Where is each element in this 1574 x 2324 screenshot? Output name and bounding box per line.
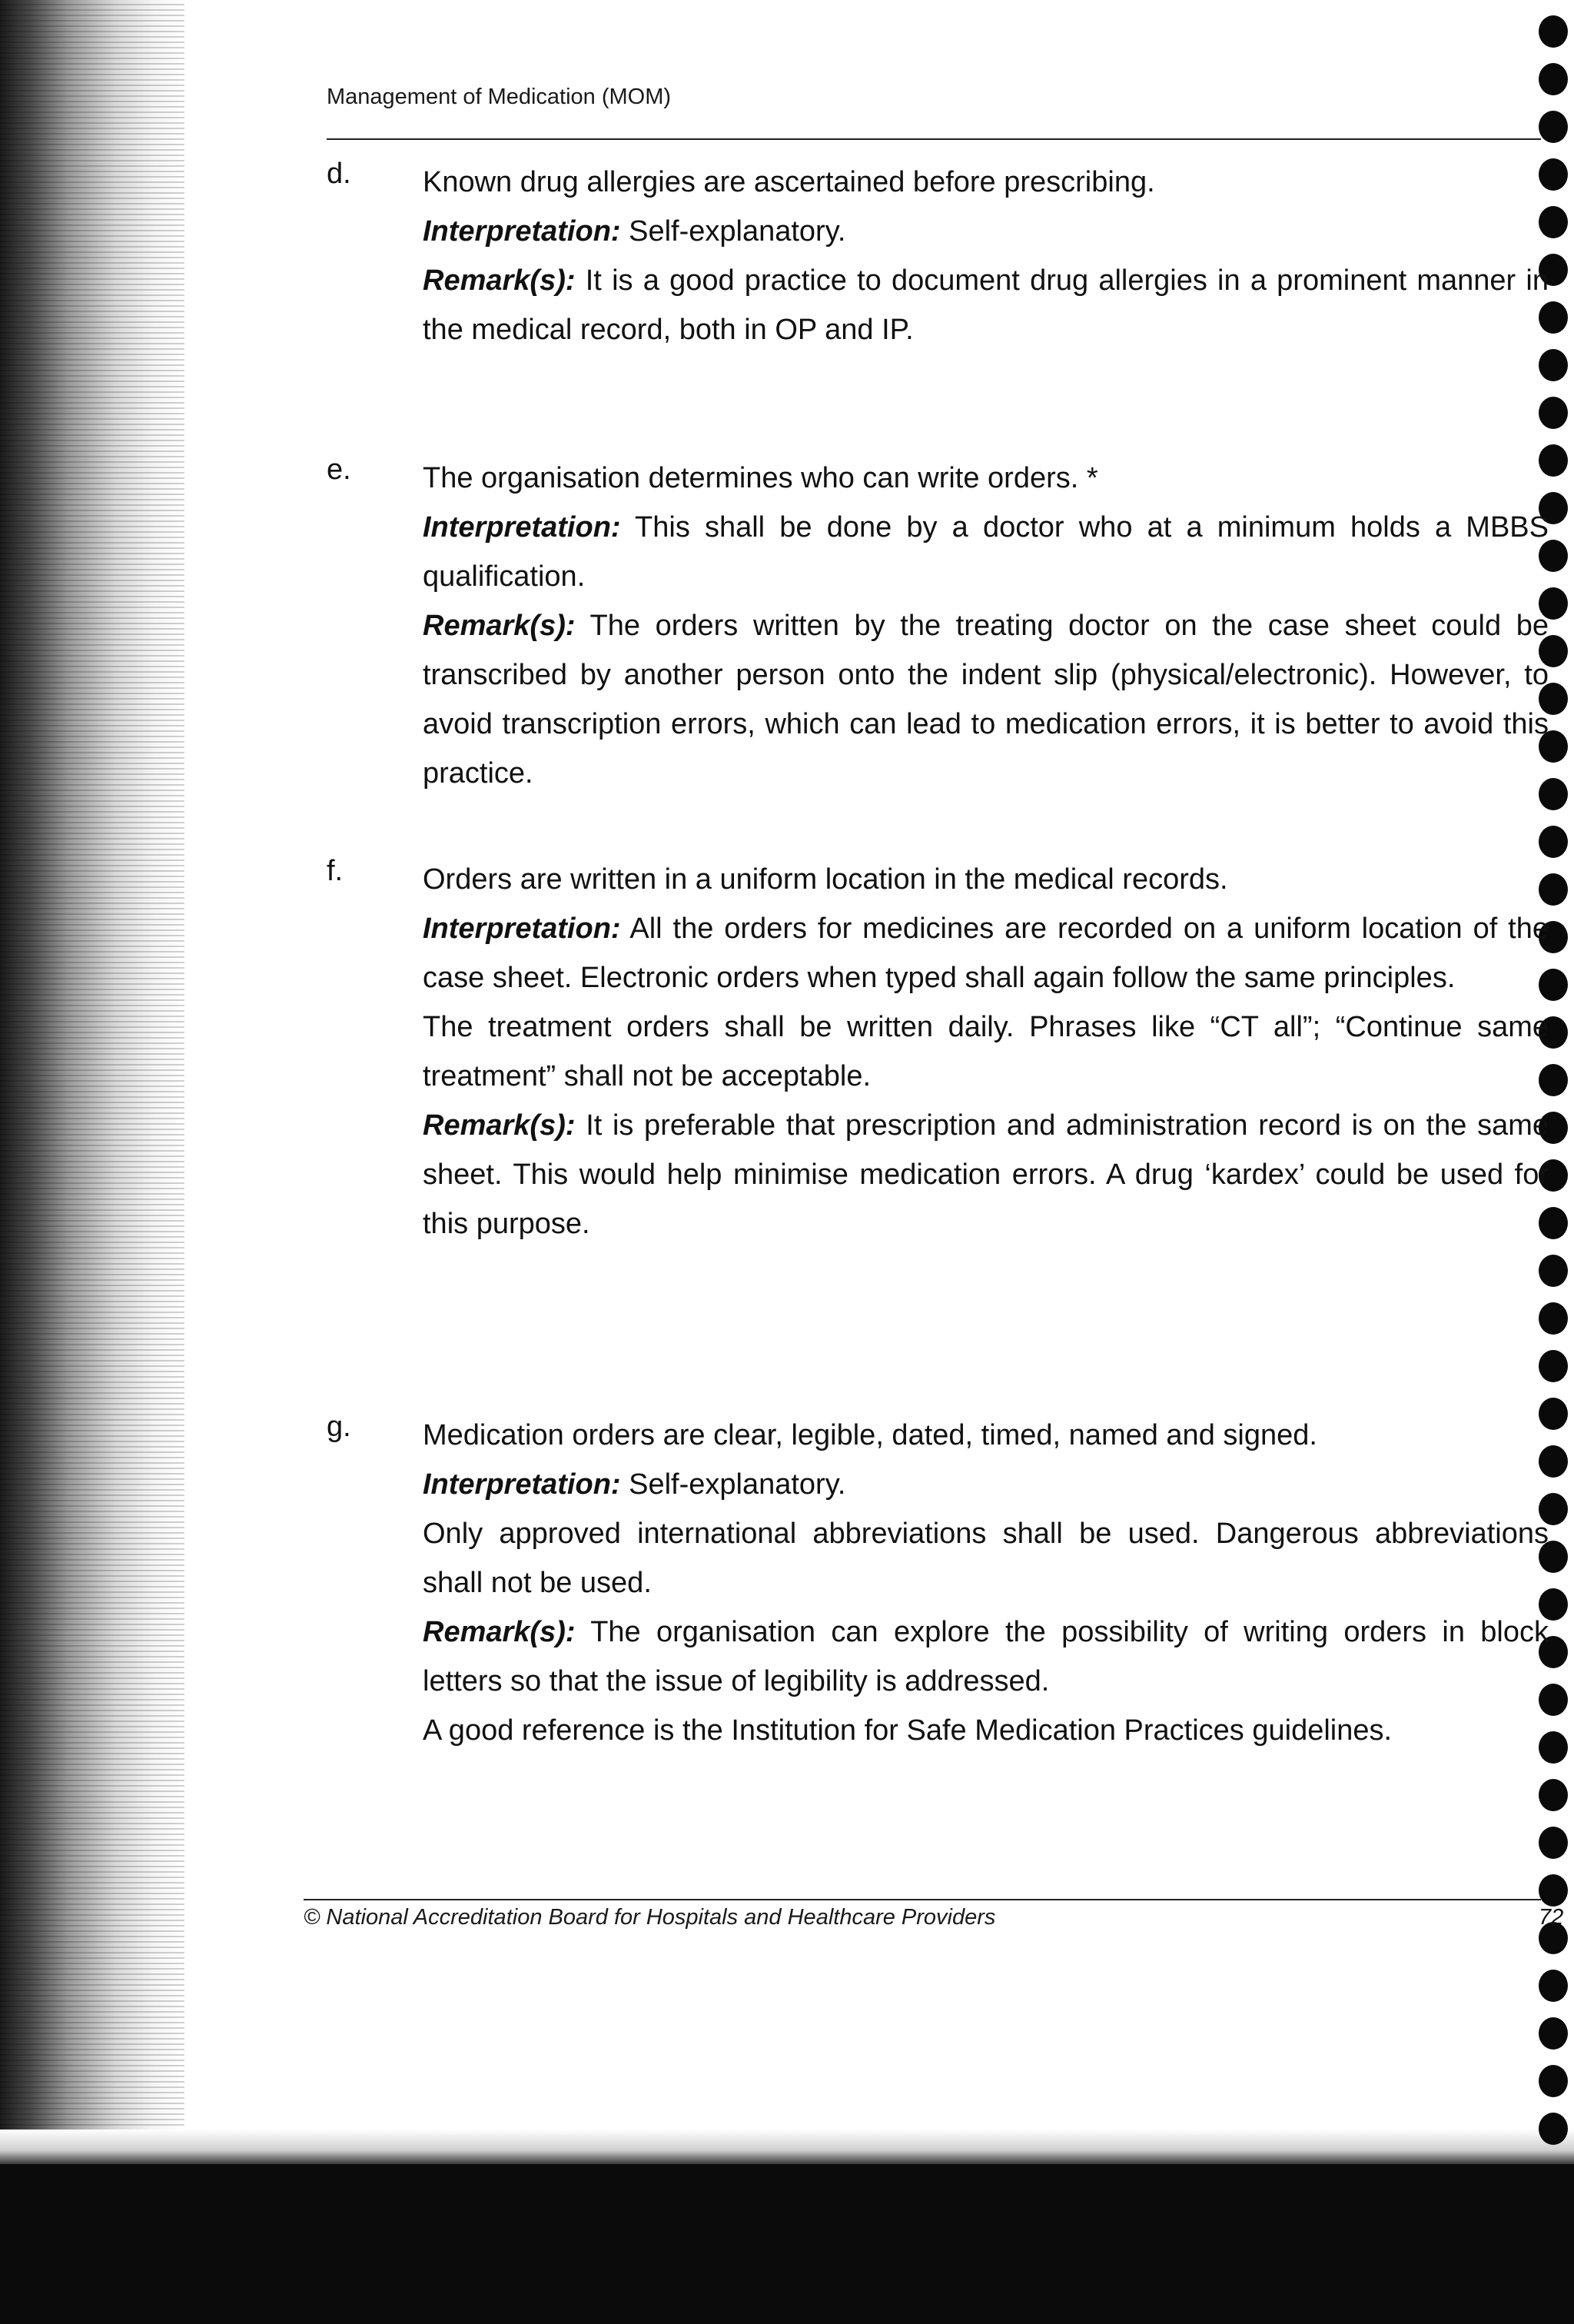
binding-hole [1539,397,1568,429]
remark-label: Remark(s): [423,264,576,297]
binding-hole [1539,1970,1568,2002]
remark-line [423,256,1549,354]
remark-text: The organisation can explore the possibility of writing orders in block letters so that the issue of legibility is addressed. [423,1616,1549,1697]
page-header-title: Management of Medication (MOM) [327,85,672,109]
remark-line [423,1101,1549,1248]
remark-label: Remark(s): [423,1616,576,1648]
binding-hole [1539,111,1568,143]
reference-line: A good reference is the Institution for Safe Medication Practices guidelines. [423,1714,1393,1747]
interpretation-label: Interpretation: [423,215,621,248]
binding-hole [1539,1350,1568,1382]
remark-text: It is a good practice to document drug allergies in a prominent manner in the medical record, both in OP and IP. [423,264,1549,346]
binding-hole [1539,2017,1568,2050]
interpretation-text: This shall be done by a doctor who at a minimum holds a MBBS qualification. [423,511,1549,593]
binding-hole [1539,63,1568,95]
interpretation-label: Interpretation: [423,511,621,544]
binding-hole [1539,1874,1568,1907]
item-statement: Known drug allergies are ascertained before prescribing. [423,166,1155,198]
item-body [423,855,1549,1248]
remark-label: Remark(s): [423,610,576,642]
scan-shadow-left [0,0,184,2153]
interpretation-text: Self-explanatory. [629,215,846,248]
footer-copyright: © National Accreditation Board for Hospitals and Healthcare Providers [304,1905,996,1930]
binding-hole [1539,1255,1568,1287]
scan-shadow-bottom-edge [0,2130,1574,2164]
interpretation-text: All the orders for medicines are recorded on a uniform location of the case sheet. Electronic orders when typed shall again follow the same principles. [423,913,1549,994]
item-statement: Medication orders are clear, legible, dated, timed, named and signed. [423,1419,1317,1451]
binding-hole [1539,826,1568,858]
binding-hole [1539,1779,1568,1811]
extra-line: The treatment orders shall be written daily. Phrases like “CT all”; “Continue same treatment” shall not be acceptable. [423,1011,1549,1092]
item-marker: d. [327,158,351,190]
extra-line: Only approved international abbreviations shall be used. Dangerous abbreviations shall not be used. [423,1518,1549,1599]
footer-divider [304,1899,1541,1900]
item-body [423,1411,1549,1755]
scan-shadow-bottom [0,2164,1574,2324]
remark-text: It is preferable that prescription and administration record is on the same sheet. This would help minimise medication errors. A drug ‘kardex’ could be used for this purpose. [423,1109,1549,1240]
item-statement: The organisation determines who can write orders. * [423,462,1098,494]
binding-hole [1539,1302,1568,1335]
interpretation-text: Self-explanatory. [629,1468,846,1501]
interpretation-line [423,503,1549,601]
binding-hole [1539,2113,1568,2145]
item-marker: f. [327,855,344,887]
item-body [423,454,1549,798]
item-marker: e. [327,454,351,486]
remark-label: Remark(s): [423,1109,576,1142]
remark-line [423,601,1549,798]
interpretation-line [423,904,1549,1002]
header-divider [327,138,1541,140]
remark-line [423,1608,1549,1706]
binding-hole [1539,15,1568,48]
interpretation-line [423,1460,1549,1509]
page-number: 72 [1539,1905,1564,1930]
interpretation-line [423,207,1549,256]
binding-hole [1539,2065,1568,2097]
interpretation-label: Interpretation: [423,913,621,945]
item-marker: g. [327,1411,351,1443]
item-statement: Orders are written in a uniform location in the medical records. [423,863,1228,896]
remark-text: The orders written by the treating doctor on the case sheet could be transcribed by another person onto the indent slip (physical/electronic). However, to avoid transcription errors, which can lead to medication errors, it is better to avoid this practice. [423,610,1549,790]
binding-hole [1539,1827,1568,1859]
item-body [423,158,1549,354]
interpretation-label: Interpretation: [423,1468,621,1501]
